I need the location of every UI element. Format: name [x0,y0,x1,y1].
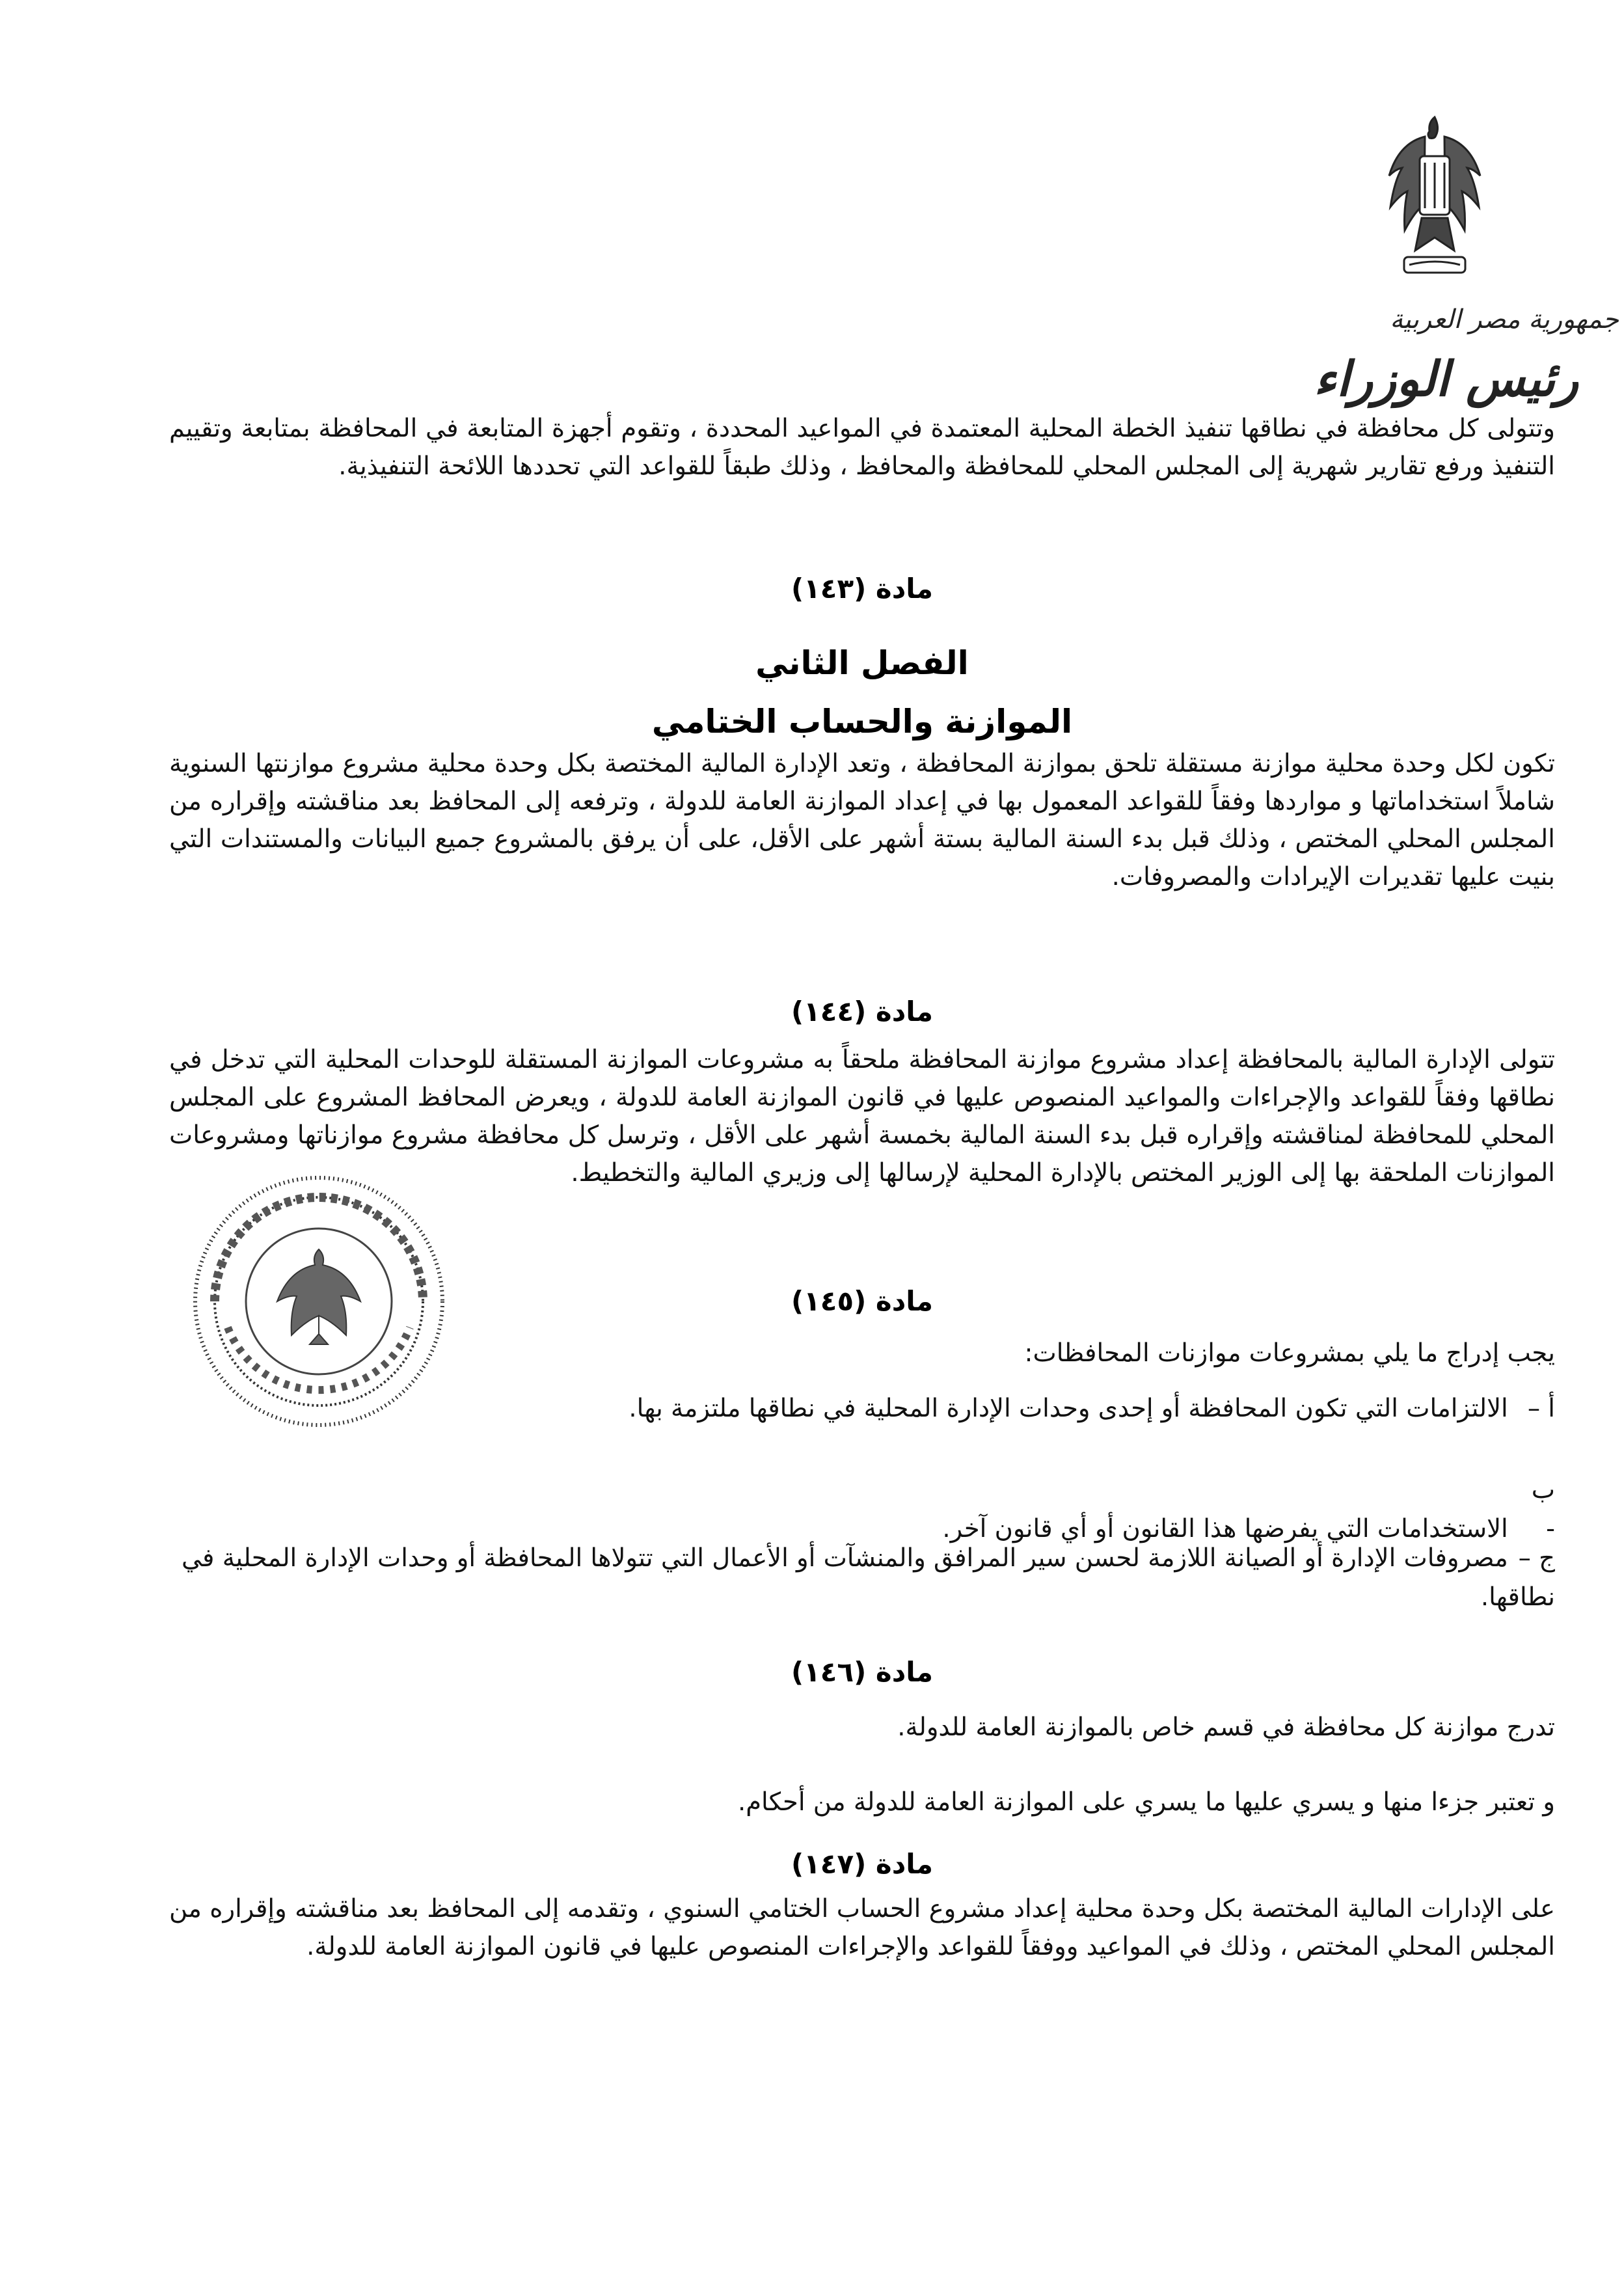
article-143-heading: مادة (١٤٣) [791,573,934,604]
article-146-para-1: تدرج موازنة كل محافظة في قسم خاص بالموازنة العامة للدولة. [897,1713,1555,1742]
article-145-intro: يجب إدراج ما يلي بمشروعات موازنات المحافظات: [1024,1338,1555,1368]
republic-name-text: جمهورية مصر العربية [1390,305,1619,334]
item-label: ب - [1531,1475,1555,1543]
article-146-para-2: و تعتبر جزءا منها و يسري عليها ما يسري على الموازنة العامة للدولة من أحكام. [737,1787,1555,1817]
intro-paragraph: وتتولى كل محافظة في نطاقها تنفيذ الخطة المحلية المعتمدة في المواعيد المحددة ، وتقوم أجهزة المتابعة في المحافظة بمتابعة وتقييم التنفيذ ورفع تقارير شهرية إلى المجلس المحلي للمحافظة والمحافظ ، وذلك طبقاً للقواعد التي تحددها اللائحة التنفيذية. [169,414,1555,481]
item-label: ج – [1518,1543,1555,1573]
article-146-heading: مادة (١٤٦) [791,1656,934,1688]
article-145-item-a [169,1389,1555,1428]
article-147-text: على الإدارات المالية المختصة بكل وحدة محلية إعداد مشروع الحساب الختامي السنوي ، وتقدمه إلى المحافظ بعد مناقشته وإقراره من المجلس المحلي المختص ، وذلك في المواعيد ووفقاً للقواعد والإجراءات المنصوص عليها في قانون الموازنة العامة للدولة. [169,1894,1555,1961]
article-145-heading: مادة (١٤٥) [791,1285,934,1317]
eagle-emblem-icon [1386,111,1483,299]
item-label: أ – [1527,1394,1555,1423]
item-text: مصروفات الإدارة أو الصيانة اللازمة لحسن سير المرافق والمنشآت أو الأعمال التي تتولاها المحافظة أو وحدات الإدارة المحلية في نطاقها. [181,1543,1555,1612]
chapter-heading: الفصل الثاني [755,644,969,682]
item-text: الاستخدامات التي يفرضها هذا القانون أو أي قانون آخر. [942,1514,1508,1543]
chapter-title: الموازنة والحساب الختامي [651,703,1073,740]
article-144-text: تتولى الإدارة المالية بالمحافظة إعداد مشروع موازنة المحافظة ملحقاً به مشروعات الموازنة المستقلة للوحدات المحلية التي تدخل في نطاقها وفقاً للقواعد والإجراءات والمواعيد المنصوص عليها في قانون الموازنة العامة للدولة ، ويعرض المحافظ المشروع على المجلس المحلي للمحافظة لمناقشته وإقراره قبل بدء السنة المالية بخمسة أشهر على الأقل ، وترسل كل محافظة مشروع موازناتها ومشروعات الموازنات الملحقة بها إلى الوزير المختص بالإدارة المحلية لإرسالها إلى وزيري المالية والتخطيط. [169,1045,1555,1188]
article-145-item-c [169,1539,1555,1617]
article-147-heading: مادة (١٤٧) [791,1848,934,1880]
prime-minister-title: رئيس الوزراء [1314,351,1578,407]
article-145-item-b [169,1471,1555,1549]
item-text: الالتزامات التي تكون المحافظة أو إحدى وحدات الإدارة المحلية في نطاقها ملتزمة بها. [629,1394,1508,1423]
article-143-text: تكون لكل وحدة محلية موازنة مستقلة تلحق بموازنة المحافظة ، وتعد الإدارة المالية المختصة بكل وحدة محلية مشروع موازنتها السنوية شاملاً استخداماتها و مواردها وفقاً للقواعد المعمول بها في إعداد الموازنة العامة للدولة ، وترفعه إلى المحافظ بعد مناقشته وإقراره من المجلس المحلي المختص ، وذلك قبل بدء السنة المالية بستة أشهر على الأقل، على أن يرفق بالمشروع جميع البيانات والمستندات التي بنيت عليها تقديرات الإيرادات والمصروفات. [169,749,1555,891]
article-144-heading: مادة (١٤٤) [791,996,934,1027]
